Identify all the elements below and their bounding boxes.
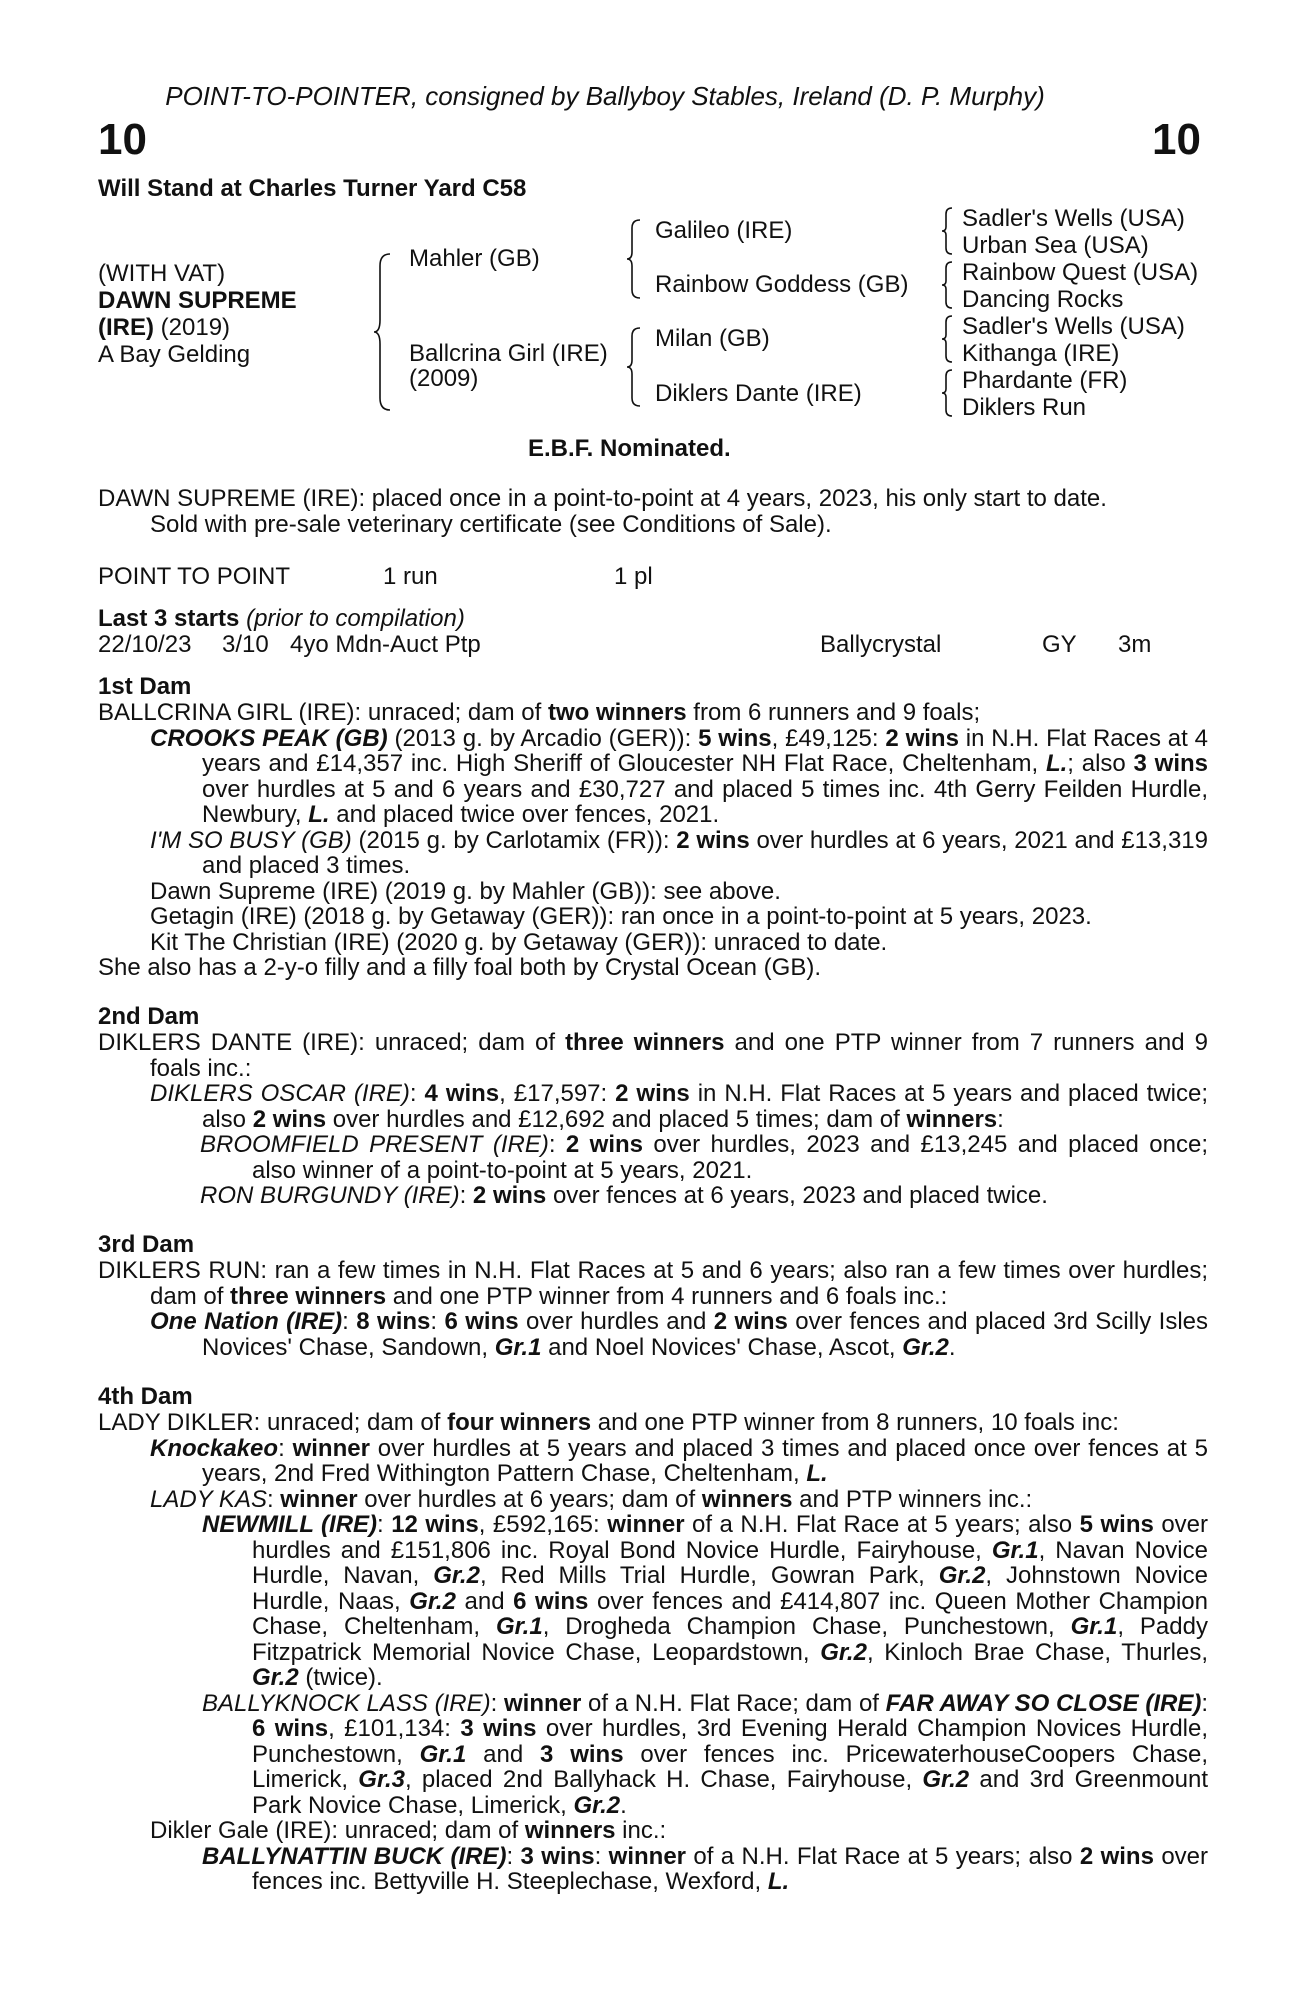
pedigree-brace-g56 xyxy=(940,314,956,364)
pedigree-sire-sire: Galileo (IRE) xyxy=(655,217,793,244)
pedigree-sire-dam: Rainbow Goddess (GB) xyxy=(655,271,909,298)
record-runs: 1 run xyxy=(383,563,438,590)
pedigree-brace-dam xyxy=(625,326,645,408)
pedigree-sire: Mahler (GB) xyxy=(409,245,540,272)
g2: Urban Sea (USA) xyxy=(962,232,1149,259)
g4: Dancing Rocks xyxy=(962,286,1124,313)
vat-note: (WITH VAT) xyxy=(98,260,226,287)
consignor-line: POINT-TO-POINTER, consigned by Ballyboy Stables, Ireland (D. P. Murphy) xyxy=(165,81,1045,111)
g5: Sadler's Wells (USA) xyxy=(962,313,1185,340)
horse-year: (2019) xyxy=(154,314,231,341)
pedigree-dam: Ballcrina Girl (IRE) (2009) xyxy=(409,340,608,392)
pedigree-brace-g12 xyxy=(940,206,956,256)
horse-name: DAWN SUPREME xyxy=(98,287,297,314)
pedigree-brace-g78 xyxy=(940,368,956,418)
horse-description: A Bay Gelding xyxy=(98,341,251,368)
intro-line2: Sold with pre-sale veterinary certificate (see Conditions of Sale). xyxy=(150,510,832,538)
ebf-nominated: E.B.F. Nominated. xyxy=(528,435,731,462)
dam1-body: BALLCRINA GIRL (IRE): unraced; dam of two winners from 6 runners and 9 foals; CROOKS PEAK (GB) (2013 g. by Arcadio (GER)): 5 wins, £49,125: 2 wins in N.H. Flat Races at 4 years and £14,357 inc. High Sheriff of Gloucester NH Flat Race, Cheltenham, L.; also 3 wins over hurdles at 5 and 6 years and £30,727 and placed 5 times inc. 4th Gerry Feilden Hurdle, Newbury, L. and placed twice over fences, 2021. I'M SO BUSY (GB) (2015 g. by Carlotamix (FR)): 2 wins over hurdles at 6 years, 2021 and £13,319 and placed 3 times. Dawn Supreme (IRE) (2019 g. by Mahler (GB)): see above. Getagin (IRE) (2018 g. by Getaway (GER)): ran once in a point-to-point at 5 years, 2023. Kit The Christian (IRE) (2020 g. by Getaway (GER)): unraced to date. She also has a 2-y-o filly and a filly foal both by Crystal Ocean (GB). xyxy=(98,699,1209,981)
last-starts-heading: Last 3 starts (prior to compilation) xyxy=(98,605,465,632)
g7: Phardante (FR) xyxy=(962,367,1128,394)
g3: Rainbow Quest (USA) xyxy=(962,259,1199,286)
stand-location: Will Stand at Charles Turner Yard C58 xyxy=(98,175,527,202)
g6: Kithanga (IRE) xyxy=(962,340,1120,367)
dam4-body: LADY DIKLER: unraced; dam of four winners and one PTP winner from 8 runners, 10 foals inc: Knockakeo: winner over hurdles at 5 years and placed 3 times and placed once over fences at 5 years, 2nd Fred Withington Pattern Chase, Cheltenham, L. LADY KAS: winner over hurdles at 6 years; dam of winners and PTP winners inc.: NEWMILL (IRE): 12 wins, £592,165: winner of a N.H. Flat Race at 5 years; also 5 wins over hurdles and £151,806 inc. Royal Bond Novice Hurdle, Fairyhouse, Gr.1, Navan Novice Hurdle, Navan, Gr.2, Red Mills Trial Hurdle, Gowran Park, Gr.2, Johnstown Novice Hurdle, Naas, Gr.2 and 6 wins over fences and £414,807 inc. Queen Mother Champion Chase, Cheltenham, Gr.1, Drogheda Champion Chase, Punchestown, Gr.1, Paddy Fitzpatrick Memorial Novice Chase, Leopardstown, Gr.2, Kinloch Brae Chase, Thurles, Gr.2 (twice). BALLYKNOCK LASS (IRE): winner of a N.H. Flat Race; dam of FAR AWAY SO CLOSE (IRE): 6 wins, £101,134: 3 wins over hurdles, 3rd Evening Herald Champion Novices Hurdle, Punchestown, Gr.1 and 3 wins over fences inc. PricewaterhouseCoopers Chase, Limerick, Gr.3, placed 2nd Ballyhack H. Chase, Fairyhouse, Gr.2 and 3rd Greenmount Park Novice Chase, Limerick, Gr.2. Dikler Gale (IRE): unraced; dam of winners inc.: BALLYNATTIN BUCK (IRE): 3 wins: winner of a N.H. Flat Race at 5 years; also 2 wins over fences inc. Bettyville H. Steeplechase, Wexford, L. xyxy=(98,1409,1209,1895)
dam2-heading: 2nd Dam xyxy=(98,1003,200,1030)
intro-line1: DAWN SUPREME (IRE): placed once in a point-to-point at 4 years, 2023, his only start to date. xyxy=(98,485,1107,512)
lot-number-left: 10 xyxy=(98,115,147,164)
pedigree-brace-g34 xyxy=(940,260,956,310)
horse-country: (IRE) xyxy=(98,314,154,341)
dam3-body: DIKLERS RUN: ran a few times in N.H. Flat Races at 5 and 6 years; also ran a few times over hurdles; dam of three winners and one PTP winner from 4 runners and 6 foals inc.: One Nation (IRE): 8 wins: 6 wins over hurdles and 2 wins over fences and placed 3rd Scilly Isles Novices' Chase, Sandown, Gr.1 and Noel Novices' Chase, Ascot, Gr.2. xyxy=(98,1257,1209,1361)
pedigree-brace-sire xyxy=(625,218,645,300)
pedigree-dam-sire: Milan (GB) xyxy=(655,325,770,352)
g8: Diklers Run xyxy=(962,394,1087,421)
record-label: POINT TO POINT xyxy=(98,563,291,590)
intro xyxy=(98,486,1208,537)
pedigree-fourth-generation xyxy=(962,205,1198,421)
pedigree-brace-main xyxy=(372,252,396,412)
dam3-heading: 3rd Dam xyxy=(98,1231,195,1258)
pedigree-dam-dam: Diklers Dante (IRE) xyxy=(655,380,862,407)
dam2-body: DIKLERS DANTE (IRE): unraced; dam of three winners and one PTP winner from 7 runners and 9 foals inc.: DIKLERS OSCAR (IRE): 4 wins, £17,597: 2 wins in N.H. Flat Races at 5 years and placed twice; also 2 wins over hurdles and £12,692 and placed 5 times; dam of winners: BROOMFIELD PRESENT (IRE): 2 wins over hurdles, 2023 and £13,245 and placed once; also winner of a point-to-point at 5 years, 2021. RON BURGUNDY (IRE): 2 wins over fences at 6 years, 2023 and placed twice. xyxy=(98,1029,1209,1209)
dam4-heading: 4th Dam xyxy=(98,1383,193,1410)
lot-number-right: 10 xyxy=(1152,115,1201,164)
dam1-heading: 1st Dam xyxy=(98,673,192,700)
record-placed: 1 pl xyxy=(614,563,653,590)
horse-identity xyxy=(98,260,297,368)
g1: Sadler's Wells (USA) xyxy=(962,205,1185,232)
